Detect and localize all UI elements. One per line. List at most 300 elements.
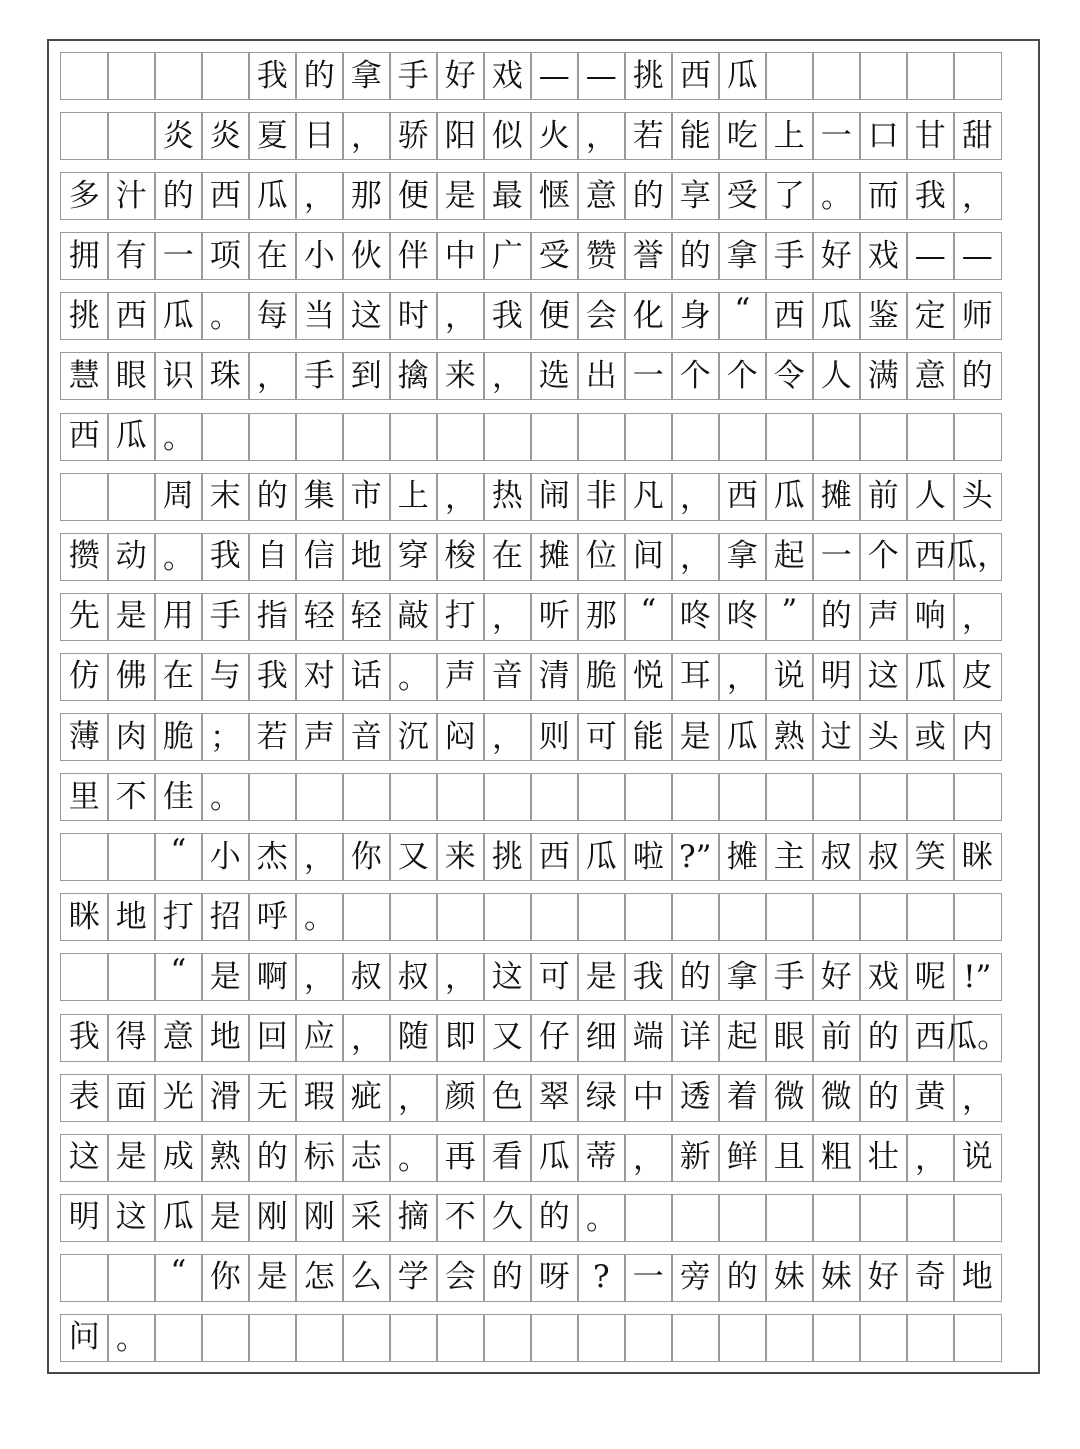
grid-cell: 一 [154, 232, 203, 280]
grid-cell: 听 [530, 593, 579, 641]
grid-cell: 可 [577, 713, 626, 761]
grid-cell: 项 [201, 232, 250, 280]
grid-cell: 中 [624, 1074, 673, 1122]
grid-cell: 的 [812, 593, 861, 641]
grid-cell: 咚 [718, 593, 767, 641]
grid-cell: 蒂 [577, 1134, 626, 1182]
grid-cell: 起 [765, 533, 814, 581]
grid-cell [342, 413, 391, 461]
grid-cell: 又 [483, 1014, 532, 1062]
grid-cell: 中 [436, 232, 485, 280]
grid-cell: 小 [201, 833, 250, 881]
grid-cell: 地 [342, 533, 391, 581]
grid-cell [953, 1314, 1002, 1362]
text-row [60, 1254, 1002, 1302]
grid-cell: 佳 [154, 773, 203, 821]
grid-cell: 热 [483, 473, 532, 521]
grid-cell: 来 [436, 833, 485, 881]
grid-cell: 地 [953, 1254, 1002, 1302]
grid-cell: 佛 [107, 653, 156, 701]
grid-cell: 熟 [201, 1134, 250, 1182]
grid-cell: 颜 [436, 1074, 485, 1122]
grid-cell: 悦 [624, 653, 673, 701]
grid-cell: 眯 [953, 833, 1002, 881]
text-row [60, 232, 1002, 280]
grid-cell: 叔 [342, 953, 391, 1001]
grid-cell [812, 52, 861, 100]
grid-cell: 我 [248, 52, 297, 100]
grid-cell [765, 1314, 814, 1362]
grid-cell: 人 [906, 473, 955, 521]
grid-cell: 明 [60, 1194, 109, 1242]
grid-cell: 地 [107, 893, 156, 941]
grid-cell [624, 1314, 673, 1362]
grid-cell: 敲 [389, 593, 438, 641]
grid-cell [624, 893, 673, 941]
grid-cell: 西 [906, 1014, 955, 1062]
manuscript-grid [60, 52, 1009, 1374]
grid-cell: 周 [154, 473, 203, 521]
grid-cell: 甘 [906, 112, 955, 160]
grid-cell: 看 [483, 1134, 532, 1182]
grid-cell [60, 52, 109, 100]
grid-cell: 上 [765, 112, 814, 160]
grid-cell [718, 1314, 767, 1362]
grid-cell: ， [248, 352, 297, 400]
grid-cell: 甜 [953, 112, 1002, 160]
grid-cell: 鉴 [859, 292, 908, 340]
grid-cell: 。 [295, 893, 344, 941]
grid-cell: 学 [389, 1254, 438, 1302]
grid-cell: 在 [154, 653, 203, 701]
grid-cell: 里 [60, 773, 109, 821]
grid-cell: 拥 [60, 232, 109, 280]
grid-cell: ， [483, 593, 532, 641]
grid-cell [201, 413, 250, 461]
grid-cell: 一 [812, 112, 861, 160]
grid-cell [107, 1254, 156, 1302]
grid-cell: 微 [812, 1074, 861, 1122]
grid-cell [671, 1194, 720, 1242]
grid-cell: 拿 [718, 533, 767, 581]
grid-cell [60, 833, 109, 881]
grid-cell [530, 413, 579, 461]
grid-cell: 摊 [718, 833, 767, 881]
grid-cell: “ [718, 292, 767, 340]
grid-cell: 这 [342, 292, 391, 340]
grid-cell: ， [342, 1014, 391, 1062]
grid-cell: 先 [60, 593, 109, 641]
grid-cell: 瓜 [107, 413, 156, 461]
text-row [60, 473, 1002, 521]
grid-cell [671, 1314, 720, 1362]
grid-cell: 清 [530, 653, 579, 701]
grid-cell: 好 [812, 232, 861, 280]
grid-cell: 瑕 [295, 1074, 344, 1122]
grid-cell: 师 [953, 292, 1002, 340]
grid-cell: 成 [154, 1134, 203, 1182]
grid-cell: 妹 [765, 1254, 814, 1302]
grid-cell: 好 [812, 953, 861, 1001]
grid-cell: 无 [248, 1074, 297, 1122]
grid-cell: 声 [295, 713, 344, 761]
grid-cell [953, 52, 1002, 100]
grid-cell: 一 [812, 533, 861, 581]
grid-cell [389, 1314, 438, 1362]
grid-cell: 指 [248, 593, 297, 641]
grid-cell [624, 1194, 673, 1242]
grid-cell: 话 [342, 653, 391, 701]
grid-cell: 伴 [389, 232, 438, 280]
grid-cell: ， [436, 953, 485, 1001]
grid-cell: 主 [765, 833, 814, 881]
grid-cell: 广 [483, 232, 532, 280]
grid-cell: 。 [812, 172, 861, 220]
text-row [60, 1014, 1009, 1062]
grid-cell: ， [624, 1134, 673, 1182]
grid-cell: 眼 [107, 352, 156, 400]
grid-cell: ， [295, 953, 344, 1001]
grid-cell: 地 [201, 1014, 250, 1062]
composition-paper [47, 39, 1040, 1374]
grid-cell: 瓜 [718, 713, 767, 761]
grid-cell: 个 [859, 533, 908, 581]
grid-cell: ， [295, 833, 344, 881]
grid-cell: 挑 [483, 833, 532, 881]
grid-cell: 手 [765, 232, 814, 280]
grid-cell [671, 893, 720, 941]
grid-cell: 仿 [60, 653, 109, 701]
grid-cell: 的 [248, 1134, 297, 1182]
grid-cell: 音 [342, 713, 391, 761]
grid-cell: 对 [295, 653, 344, 701]
grid-cell [812, 1314, 861, 1362]
grid-cell: ； [201, 713, 250, 761]
grid-cell [718, 773, 767, 821]
grid-cell: ， [718, 653, 767, 701]
grid-cell: 定 [906, 292, 955, 340]
grid-cell [859, 893, 908, 941]
grid-cell [765, 52, 814, 100]
grid-cell: 刚 [295, 1194, 344, 1242]
grid-cell [483, 893, 532, 941]
grid-cell [389, 413, 438, 461]
grid-cell: 叔 [389, 953, 438, 1001]
grid-cell [765, 773, 814, 821]
grid-cell: 受 [718, 172, 767, 220]
text-row [60, 773, 1002, 821]
grid-cell: 我 [60, 1014, 109, 1062]
grid-cell: 有 [107, 232, 156, 280]
grid-cell [295, 773, 344, 821]
grid-cell: 说 [765, 653, 814, 701]
grid-cell: 便 [389, 172, 438, 220]
grid-cell: 我 [483, 292, 532, 340]
grid-cell: 拿 [718, 232, 767, 280]
grid-cell: 非 [577, 473, 626, 521]
grid-cell: “ [624, 593, 673, 641]
grid-cell: 信 [295, 533, 344, 581]
grid-cell: ” [765, 593, 814, 641]
grid-cell: 市 [342, 473, 391, 521]
grid-cell: 炎 [154, 112, 203, 160]
grid-cell: 熟 [765, 713, 814, 761]
grid-cell: 的 [154, 172, 203, 220]
grid-cell [812, 893, 861, 941]
grid-cell: 摊 [812, 473, 861, 521]
grid-cell: 每 [248, 292, 297, 340]
grid-cell [248, 413, 297, 461]
grid-cell: ， [906, 1134, 955, 1182]
grid-cell: ， [295, 172, 344, 220]
grid-cell: 响 [906, 593, 955, 641]
grid-cell: — [577, 52, 626, 100]
grid-cell [718, 893, 767, 941]
grid-cell: 。 [201, 292, 250, 340]
grid-cell [248, 1314, 297, 1362]
grid-cell: 到 [342, 352, 391, 400]
grid-cell: 瓜。 [953, 1014, 1002, 1062]
grid-cell [436, 413, 485, 461]
grid-cell [60, 473, 109, 521]
grid-cell: 微 [765, 1074, 814, 1122]
grid-cell: — [953, 232, 1002, 280]
grid-cell [107, 473, 156, 521]
grid-cell: 光 [154, 1074, 203, 1122]
text-row [60, 112, 1002, 160]
grid-cell: 眼 [765, 1014, 814, 1062]
grid-cell: 这 [483, 953, 532, 1001]
grid-cell: 可 [530, 953, 579, 1001]
grid-cell: 戏 [859, 232, 908, 280]
grid-cell: 多 [60, 172, 109, 220]
grid-cell: 西 [765, 292, 814, 340]
grid-cell: 脆 [154, 713, 203, 761]
text-row [60, 1194, 1002, 1242]
grid-cell: 誉 [624, 232, 673, 280]
grid-cell: 穿 [389, 533, 438, 581]
grid-cell: 不 [107, 773, 156, 821]
grid-cell: ， [342, 112, 391, 160]
grid-cell [342, 1314, 391, 1362]
grid-cell: 啊 [248, 953, 297, 1001]
grid-cell: 得 [107, 1014, 156, 1062]
grid-cell: 明 [812, 653, 861, 701]
grid-cell [859, 1194, 908, 1242]
grid-cell: 瓜 [718, 52, 767, 100]
grid-cell: 那 [577, 593, 626, 641]
grid-cell: 是 [671, 713, 720, 761]
grid-cell: ， [483, 713, 532, 761]
grid-cell: 头 [953, 473, 1002, 521]
grid-cell: 的 [859, 1014, 908, 1062]
grid-cell: 。 [389, 1134, 438, 1182]
grid-cell: 的 [671, 953, 720, 1001]
grid-cell: 若 [624, 112, 673, 160]
grid-cell: 伙 [342, 232, 391, 280]
grid-cell: 闹 [530, 473, 579, 521]
grid-cell: 我 [201, 533, 250, 581]
text-row [60, 352, 1002, 400]
grid-cell [389, 893, 438, 941]
grid-cell: 能 [624, 713, 673, 761]
grid-cell: 满 [859, 352, 908, 400]
grid-cell: 意 [906, 352, 955, 400]
grid-cell: 手 [389, 52, 438, 100]
grid-cell: 粗 [812, 1134, 861, 1182]
grid-cell [906, 773, 955, 821]
grid-cell: 意 [154, 1014, 203, 1062]
grid-cell: “ [154, 953, 203, 1001]
grid-cell: 人 [812, 352, 861, 400]
grid-cell: 再 [436, 1134, 485, 1182]
grid-cell: 壮 [859, 1134, 908, 1182]
grid-cell: 令 [765, 352, 814, 400]
grid-cell [859, 1314, 908, 1362]
grid-cell: 动 [107, 533, 156, 581]
grid-cell [859, 413, 908, 461]
grid-cell: 瓜， [953, 533, 1002, 581]
grid-cell: 脆 [577, 653, 626, 701]
grid-cell: 了 [765, 172, 814, 220]
grid-cell: 化 [624, 292, 673, 340]
text-row [60, 953, 1002, 1001]
grid-cell: 色 [483, 1074, 532, 1122]
grid-cell: 瓜 [154, 292, 203, 340]
grid-cell: 一 [624, 1254, 673, 1302]
grid-cell: 声 [859, 593, 908, 641]
grid-cell: 阳 [436, 112, 485, 160]
grid-cell: 慧 [60, 352, 109, 400]
grid-cell: 。 [201, 773, 250, 821]
grid-cell: 详 [671, 1014, 720, 1062]
grid-cell: 头 [859, 713, 908, 761]
text-row [60, 533, 1009, 581]
grid-cell: 的 [248, 473, 297, 521]
grid-cell: 闷 [436, 713, 485, 761]
text-row [60, 1134, 1002, 1182]
grid-cell: ， [953, 172, 1002, 220]
grid-cell [765, 413, 814, 461]
grid-cell: 个 [671, 352, 720, 400]
grid-cell: 这 [859, 653, 908, 701]
grid-cell: 西 [530, 833, 579, 881]
grid-cell: 眯 [60, 893, 109, 941]
grid-cell: 口 [859, 112, 908, 160]
grid-cell [342, 893, 391, 941]
grid-cell: 摊 [530, 533, 579, 581]
grid-cell: 在 [483, 533, 532, 581]
grid-cell: — [906, 232, 955, 280]
grid-cell: 咚 [671, 593, 720, 641]
grid-cell [60, 1254, 109, 1302]
grid-cell [906, 1194, 955, 1242]
grid-cell [436, 893, 485, 941]
grid-cell: 标 [295, 1134, 344, 1182]
grid-cell: 会 [436, 1254, 485, 1302]
grid-cell: — [530, 52, 579, 100]
grid-cell [107, 833, 156, 881]
grid-cell [530, 1314, 579, 1362]
grid-cell: 挑 [60, 292, 109, 340]
text-row [60, 833, 1002, 881]
grid-cell [906, 1314, 955, 1362]
grid-cell [718, 413, 767, 461]
grid-cell: 前 [812, 1014, 861, 1062]
grid-cell: 瓜 [577, 833, 626, 881]
grid-cell: 骄 [389, 112, 438, 160]
grid-cell: 选 [530, 352, 579, 400]
grid-cell [765, 1194, 814, 1242]
grid-cell: 呼 [248, 893, 297, 941]
grid-cell [812, 1194, 861, 1242]
grid-cell: 赞 [577, 232, 626, 280]
grid-cell: ?” [671, 833, 720, 881]
grid-cell [201, 1314, 250, 1362]
text-row [60, 653, 1002, 701]
grid-cell [107, 112, 156, 160]
grid-cell: 是 [436, 172, 485, 220]
grid-cell [906, 893, 955, 941]
grid-cell: ， [436, 473, 485, 521]
grid-cell: 个 [718, 352, 767, 400]
grid-cell [530, 893, 579, 941]
grid-cell [389, 773, 438, 821]
grid-cell: 是 [577, 953, 626, 1001]
grid-cell: 间 [624, 533, 673, 581]
grid-cell: 志 [342, 1134, 391, 1182]
grid-cell: 来 [436, 352, 485, 400]
grid-cell: 么 [342, 1254, 391, 1302]
grid-cell: 这 [60, 1134, 109, 1182]
grid-cell: 戏 [483, 52, 532, 100]
grid-cell: 回 [248, 1014, 297, 1062]
grid-cell: 这 [107, 1194, 156, 1242]
grid-cell: 笑 [906, 833, 955, 881]
text-row [60, 1314, 1002, 1362]
grid-cell [671, 413, 720, 461]
grid-cell: 挑 [624, 52, 673, 100]
grid-cell: 滑 [201, 1074, 250, 1122]
grid-cell: 端 [624, 1014, 673, 1062]
grid-cell: ， [389, 1074, 438, 1122]
grid-cell: 西 [60, 413, 109, 461]
grid-cell: 翠 [530, 1074, 579, 1122]
grid-cell [483, 413, 532, 461]
grid-cell: 出 [577, 352, 626, 400]
grid-cell: 内 [953, 713, 1002, 761]
grid-cell [859, 52, 908, 100]
grid-cell: 。 [577, 1194, 626, 1242]
grid-cell: 我 [248, 653, 297, 701]
grid-cell [483, 1314, 532, 1362]
grid-cell: 摘 [389, 1194, 438, 1242]
grid-cell: 瓜 [765, 473, 814, 521]
grid-cell: 且 [765, 1134, 814, 1182]
grid-cell: 夏 [248, 112, 297, 160]
grid-cell [201, 52, 250, 100]
grid-cell: 与 [201, 653, 250, 701]
grid-cell: 刚 [248, 1194, 297, 1242]
grid-cell: 手 [765, 953, 814, 1001]
grid-cell [295, 1314, 344, 1362]
grid-cell: 西 [671, 52, 720, 100]
grid-cell [436, 773, 485, 821]
grid-cell: 意 [577, 172, 626, 220]
text-row [60, 413, 1002, 461]
grid-cell: 当 [295, 292, 344, 340]
grid-cell [953, 1194, 1002, 1242]
